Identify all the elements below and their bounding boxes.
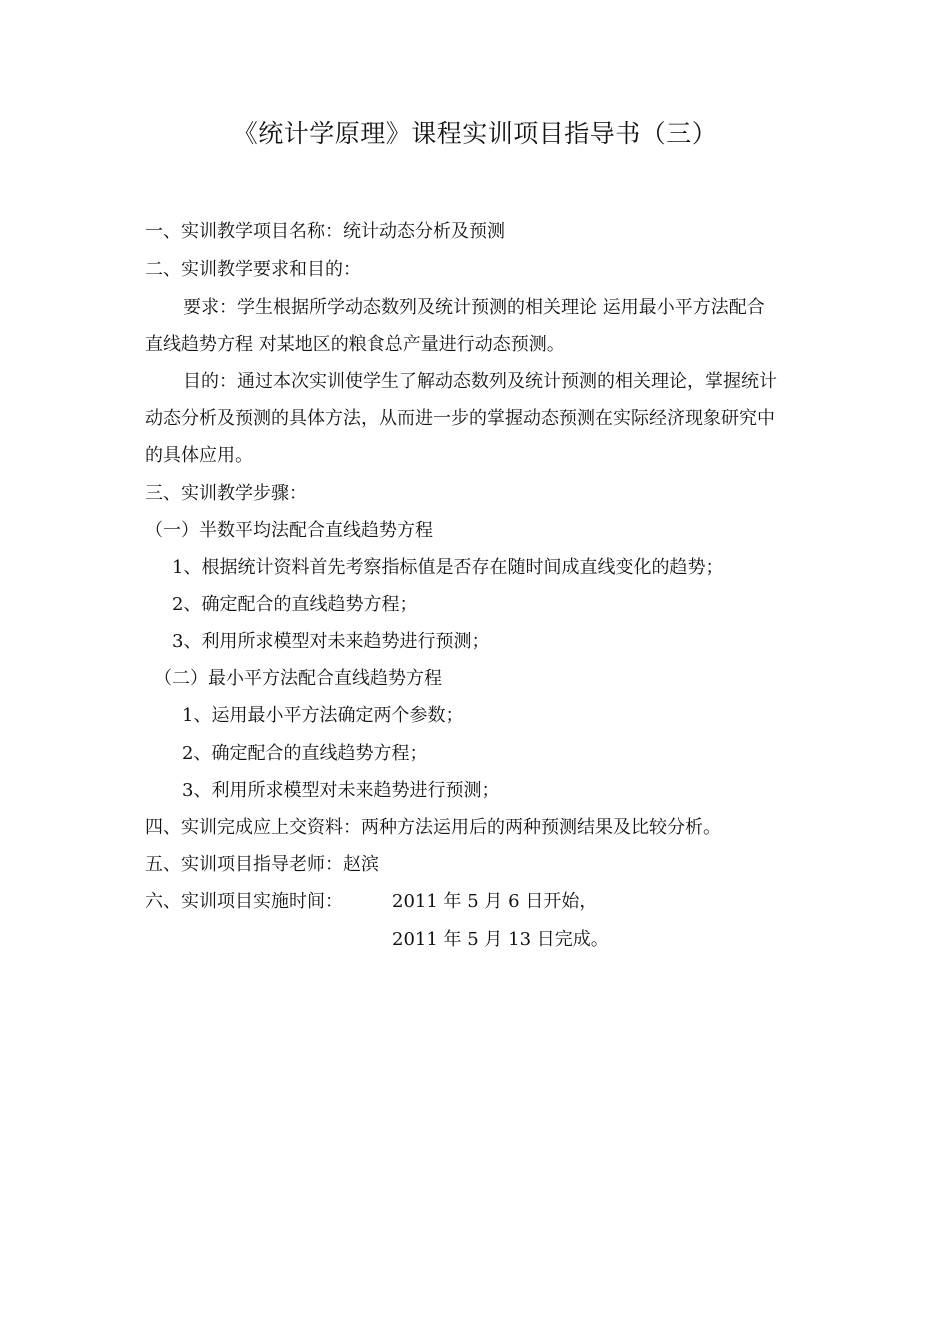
method-2-step-1: 1、运用最小平方法确定两个参数；: [182, 705, 464, 726]
purpose-line-3: 的具体应用。: [145, 445, 253, 466]
section-deliverables: 四、实训完成应上交资料：两种方法运用后的两种预测结果及比较分析。: [145, 817, 721, 838]
method-2-step-3: 3、利用所求模型对未来趋势进行预测；: [182, 780, 500, 801]
requirement-line-1: 要求：学生根据所学动态数列及统计预测的相关理论 运用最小平方法配合: [183, 297, 765, 318]
section-requirements-heading: 二、实训教学要求和目的：: [145, 259, 361, 280]
purpose-line-2: 动态分析及预测的具体方法，从而进一步的掌握动态预测在实际经济现象研究中: [145, 408, 775, 429]
requirement-line-2: 直线趋势方程 对某地区的粮食总产量进行动态预测。: [145, 334, 565, 355]
section-project-name: 一、实训教学项目名称：统计动态分析及预测: [145, 221, 505, 242]
schedule-start-date: 2011 年 5 月 6 日开始，: [392, 891, 598, 912]
section-steps-heading: 三、实训教学步骤：: [145, 483, 307, 504]
method-2-heading: （二）最小平方法配合直线趋势方程: [154, 668, 442, 689]
schedule-label: 六、实训项目实施时间：: [145, 891, 343, 912]
method-2-step-2: 2、确定配合的直线趋势方程；: [182, 743, 428, 764]
document-title: 《统计学原理》课程实训项目指导书（三）: [232, 119, 718, 148]
method-1-step-1: 1、根据统计资料首先考察指标值是否存在随时间成直线变化的趋势；: [172, 557, 724, 578]
section-instructor: 五、实训项目指导老师：赵滨: [145, 854, 379, 875]
method-1-step-2: 2、确定配合的直线趋势方程；: [172, 594, 418, 615]
purpose-line-1: 目的：通过本次实训使学生了解动态数列及统计预测的相关理论，掌握统计: [183, 371, 777, 392]
method-1-heading: （一）半数平均法配合直线趋势方程: [145, 520, 433, 541]
method-1-step-3: 3、利用所求模型对未来趋势进行预测；: [172, 631, 490, 652]
schedule-end-date: 2011 年 5 月 13 日完成。: [392, 929, 609, 950]
